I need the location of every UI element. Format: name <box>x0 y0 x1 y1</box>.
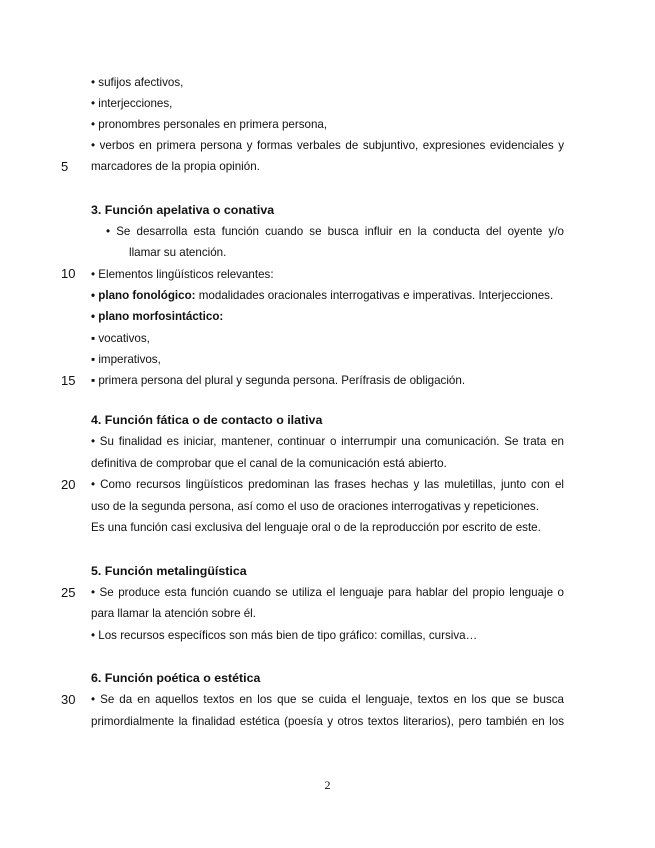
list-item: • verbos en primera persona y formas verbales de subjuntivo, expresiones evidenciales y <box>91 139 564 152</box>
paragraph-line: primordialmente la finalidad estética (poesía y otros textos literarios), pero también en los <box>91 715 564 728</box>
list-item: ▪ primera persona del plural y segunda persona. Perífrasis de obligación. <box>91 374 466 387</box>
paragraph-line: Es una función casi exclusiva del lenguaje oral o de la reproducción por escrito de este. <box>91 521 541 534</box>
list-item: • Los recursos específicos son más bien de tipo gráfico: comillas, cursiva… <box>91 629 478 642</box>
line-number-15: 15 <box>61 373 76 388</box>
list-item: • Se da en aquellos textos en los que se cuida el lenguaje, textos en los que se busca <box>91 693 564 706</box>
list-item <box>91 310 564 324</box>
paragraph-line: marcadores de la propia opinión. <box>91 160 260 173</box>
bullet: • <box>91 289 96 302</box>
page-number: 2 <box>324 778 331 792</box>
line-number-25: 25 <box>61 585 76 600</box>
line-number-10: 10 <box>61 266 76 281</box>
paragraph-line: para llamar la atención sobre él. <box>91 607 256 620</box>
term-description: modalidades oracionales interrogativas e imperativas. Interjecciones. <box>195 289 554 302</box>
paragraph-line: llamar su atención. <box>129 246 227 259</box>
section-heading-4: 4. Función fática o de contacto o ilativa <box>91 413 323 427</box>
list-item: • pronombres personales en primera persona, <box>91 118 328 131</box>
bold-term: plano morfosintáctico: <box>98 310 224 323</box>
list-item: ▪ imperativos, <box>91 353 161 366</box>
section-heading-3: 3. Función apelativa o conativa <box>91 203 275 217</box>
list-item: • Elementos lingüísticos relevantes: <box>91 268 274 281</box>
list-item: • Como recursos lingüísticos predominan las frases hechas y las muletillas, junto con el <box>91 478 564 491</box>
list-item: • interjecciones, <box>91 97 173 110</box>
section-heading-5: 5. Función metalingüística <box>91 564 247 578</box>
bullet: • <box>91 310 96 323</box>
list-item: ▪ vocativos, <box>91 332 150 345</box>
line-number-20: 20 <box>61 477 76 492</box>
line-number-30: 30 <box>61 692 76 707</box>
paragraph-line: uso de la segunda persona, así como el uso de oraciones interrogativas y repeticiones. <box>91 500 539 513</box>
list-item <box>91 289 564 303</box>
paragraph-line: definitiva de comprobar que el canal de la comunicación está abierto. <box>91 457 447 470</box>
list-item: • Se desarrolla esta función cuando se busca influir en la conducta del oyente y/o <box>106 225 564 238</box>
bold-term: plano fonológico: <box>98 289 196 302</box>
list-item: • Su finalidad es iniciar, mantener, continuar o interrumpir una comunicación. Se trata en <box>91 435 564 448</box>
section-heading-6: 6. Función poética o estética <box>91 671 261 685</box>
line-number-5: 5 <box>61 159 69 174</box>
list-item: • sufijos afectivos, <box>91 76 184 89</box>
list-item: • Se produce esta función cuando se utiliza el lenguaje para hablar del propio lenguaje o <box>91 586 564 599</box>
